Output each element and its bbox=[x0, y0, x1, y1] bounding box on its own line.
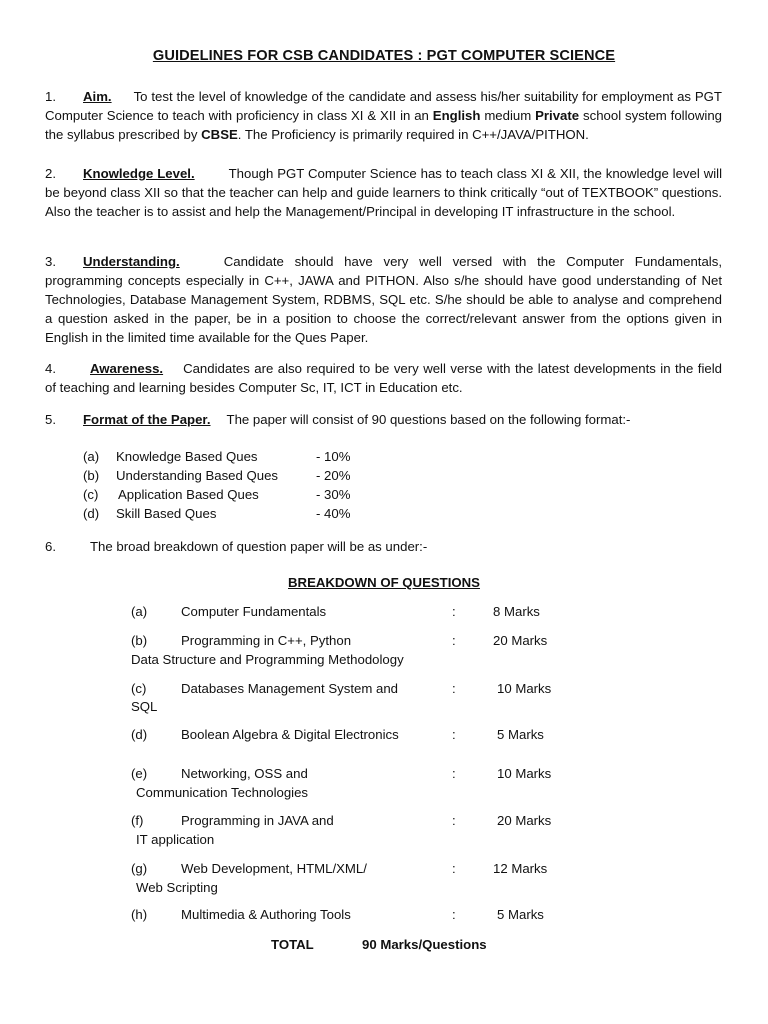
breakdown-marks: 12 Marks bbox=[493, 861, 548, 876]
breakdown-label: (g) bbox=[131, 861, 148, 876]
section-text: The broad breakdown of question paper will be as under:- bbox=[90, 539, 428, 554]
breakdown-label: (d) bbox=[131, 727, 148, 742]
breakdown-subject: Networking, OSS and bbox=[181, 766, 308, 781]
emphasis-english: English bbox=[432, 108, 481, 123]
section-number: 6. bbox=[45, 539, 56, 554]
section-text: Though PGT Computer Science has to teach class XI & XII, the knowledge level will be beyond class XII so that the teacher can help and guide learners to think critically “out of TEXTBOOK” questions. Also the teacher is to assist and help the Management/Principal in developing IT infrastructure in the school. bbox=[45, 166, 723, 219]
section-number: 4. bbox=[45, 361, 56, 376]
format-item-name: Skill Based Ques bbox=[116, 506, 217, 521]
breakdown-colon: : bbox=[452, 727, 456, 742]
breakdown-colon: : bbox=[452, 766, 456, 781]
section-text: The paper will consist of 90 questions based on the following format:- bbox=[226, 412, 631, 427]
emphasis-cbse: CBSE bbox=[201, 127, 238, 142]
format-item: (c) bbox=[83, 487, 99, 502]
section-heading: Aim. bbox=[83, 89, 112, 104]
section-text: To test the level of knowledge of the candidate and assess his/her suitability for employment as PGT Computer Science to teach with proficiency in class XI & XII in an bbox=[45, 89, 722, 123]
section-number: 5. bbox=[45, 412, 56, 427]
breakdown-colon: : bbox=[452, 604, 456, 619]
format-item-name: Understanding Based Ques bbox=[116, 468, 279, 483]
breakdown-label: (c) bbox=[131, 681, 147, 696]
breakdown-label: (e) bbox=[131, 766, 148, 781]
breakdown-marks: 5 Marks bbox=[497, 907, 544, 922]
format-item: (a) bbox=[83, 449, 100, 464]
section-heading: Format of the Paper. bbox=[83, 412, 211, 427]
breakdown-subject: Programming in C++, Python bbox=[181, 633, 352, 648]
breakdown-colon: : bbox=[452, 861, 456, 876]
breakdown-label: (b) bbox=[131, 633, 148, 648]
total-label: TOTAL bbox=[271, 937, 314, 952]
format-item-pct: - 10% bbox=[316, 449, 351, 464]
breakdown-colon: : bbox=[452, 907, 456, 922]
breakdown-subject: Multimedia & Authoring Tools bbox=[181, 907, 351, 922]
breakdown-label: (h) bbox=[131, 907, 148, 922]
section-number: 3. bbox=[45, 254, 56, 269]
breakdown-label: (f) bbox=[131, 813, 144, 828]
breakdown-colon: : bbox=[452, 681, 456, 696]
breakdown-subject: Programming in JAVA and bbox=[181, 813, 334, 828]
breakdown-subject-cont: Data Structure and Programming Methodology bbox=[131, 652, 404, 667]
breakdown-subject-cont: SQL bbox=[131, 699, 158, 714]
section-knowledge-level bbox=[45, 164, 722, 221]
breakdown-colon: : bbox=[452, 633, 456, 648]
breakdown-marks: 10 Marks bbox=[497, 766, 552, 781]
format-item: (d) bbox=[83, 506, 100, 521]
format-item-pct: - 40% bbox=[316, 506, 351, 521]
emphasis-private: Private bbox=[535, 108, 580, 123]
section-awareness bbox=[45, 359, 722, 397]
breakdown-subject-cont: IT application bbox=[136, 832, 215, 847]
breakdown-label: (a) bbox=[131, 604, 148, 619]
page-title: GUIDELINES FOR CSB CANDIDATES : PGT COMPUTER SCIENCE bbox=[152, 48, 616, 64]
section-text: Candidate should have very well versed with the Computer Fundamentals, programming concepts especially in C++, JAWA and PITHON. Also s/he should have good understanding of Net Technologies, Database Management System, RDBMS, SQL etc. S/he should be able to analyse and comprehend a question asked in the paper, be in a position to choose the correct/relevant answer from the options given in English in the limited time available for the Ques Paper. bbox=[45, 254, 722, 345]
breakdown-colon: : bbox=[452, 813, 456, 828]
breakdown-marks: 20 Marks bbox=[493, 633, 548, 648]
breakdown-marks: 8 Marks bbox=[493, 604, 540, 619]
section-heading: Awareness. bbox=[90, 361, 164, 376]
format-item-name: Application Based Ques bbox=[118, 487, 259, 502]
breakdown-subject: Boolean Algebra & Digital Electronics bbox=[181, 727, 399, 742]
section-text: Candidates are also required to be very well verse with the latest developments in the field of teaching and learning besides Computer Sc, IT, ICT in Education etc. bbox=[45, 361, 722, 395]
breakdown-marks: 20 Marks bbox=[497, 813, 552, 828]
section-number: 1. bbox=[45, 89, 56, 104]
section-heading: Understanding. bbox=[83, 254, 180, 269]
format-item-pct: - 20% bbox=[316, 468, 351, 483]
section-understanding bbox=[45, 252, 722, 347]
breakdown-subject-cont: Web Scripting bbox=[136, 880, 218, 895]
section-heading: Knowledge Level. bbox=[83, 166, 195, 181]
section-format bbox=[45, 410, 722, 429]
breakdown-marks: 5 Marks bbox=[497, 727, 544, 742]
total-value: 90 Marks/Questions bbox=[362, 937, 487, 952]
breakdown-subject-cont: Communication Technologies bbox=[136, 785, 309, 800]
section-aim: 1. Aim. To test the level of knowledge of the candidate and assess his/her suitability for employment as PGT Computer Science to teach with proficiency in class XI & XII in an English medium Private school system following the syllabus prescribed by CBSE. The Proficiency is primarily required in C++/JAVA/PITHON. bbox=[45, 89, 723, 142]
breakdown-marks: 10 Marks bbox=[497, 681, 552, 696]
breakdown-subject: Web Development, HTML/XML/ bbox=[181, 861, 367, 876]
format-item-name: Knowledge Based Ques bbox=[116, 449, 258, 464]
breakdown-title: BREAKDOWN OF QUESTIONS bbox=[288, 575, 480, 590]
format-item: (b) bbox=[83, 468, 100, 483]
format-item-pct: - 30% bbox=[316, 487, 351, 502]
section-number: 2. bbox=[45, 166, 56, 181]
breakdown-subject: Databases Management System and bbox=[181, 681, 398, 696]
breakdown-subject: Computer Fundamentals bbox=[181, 604, 327, 619]
